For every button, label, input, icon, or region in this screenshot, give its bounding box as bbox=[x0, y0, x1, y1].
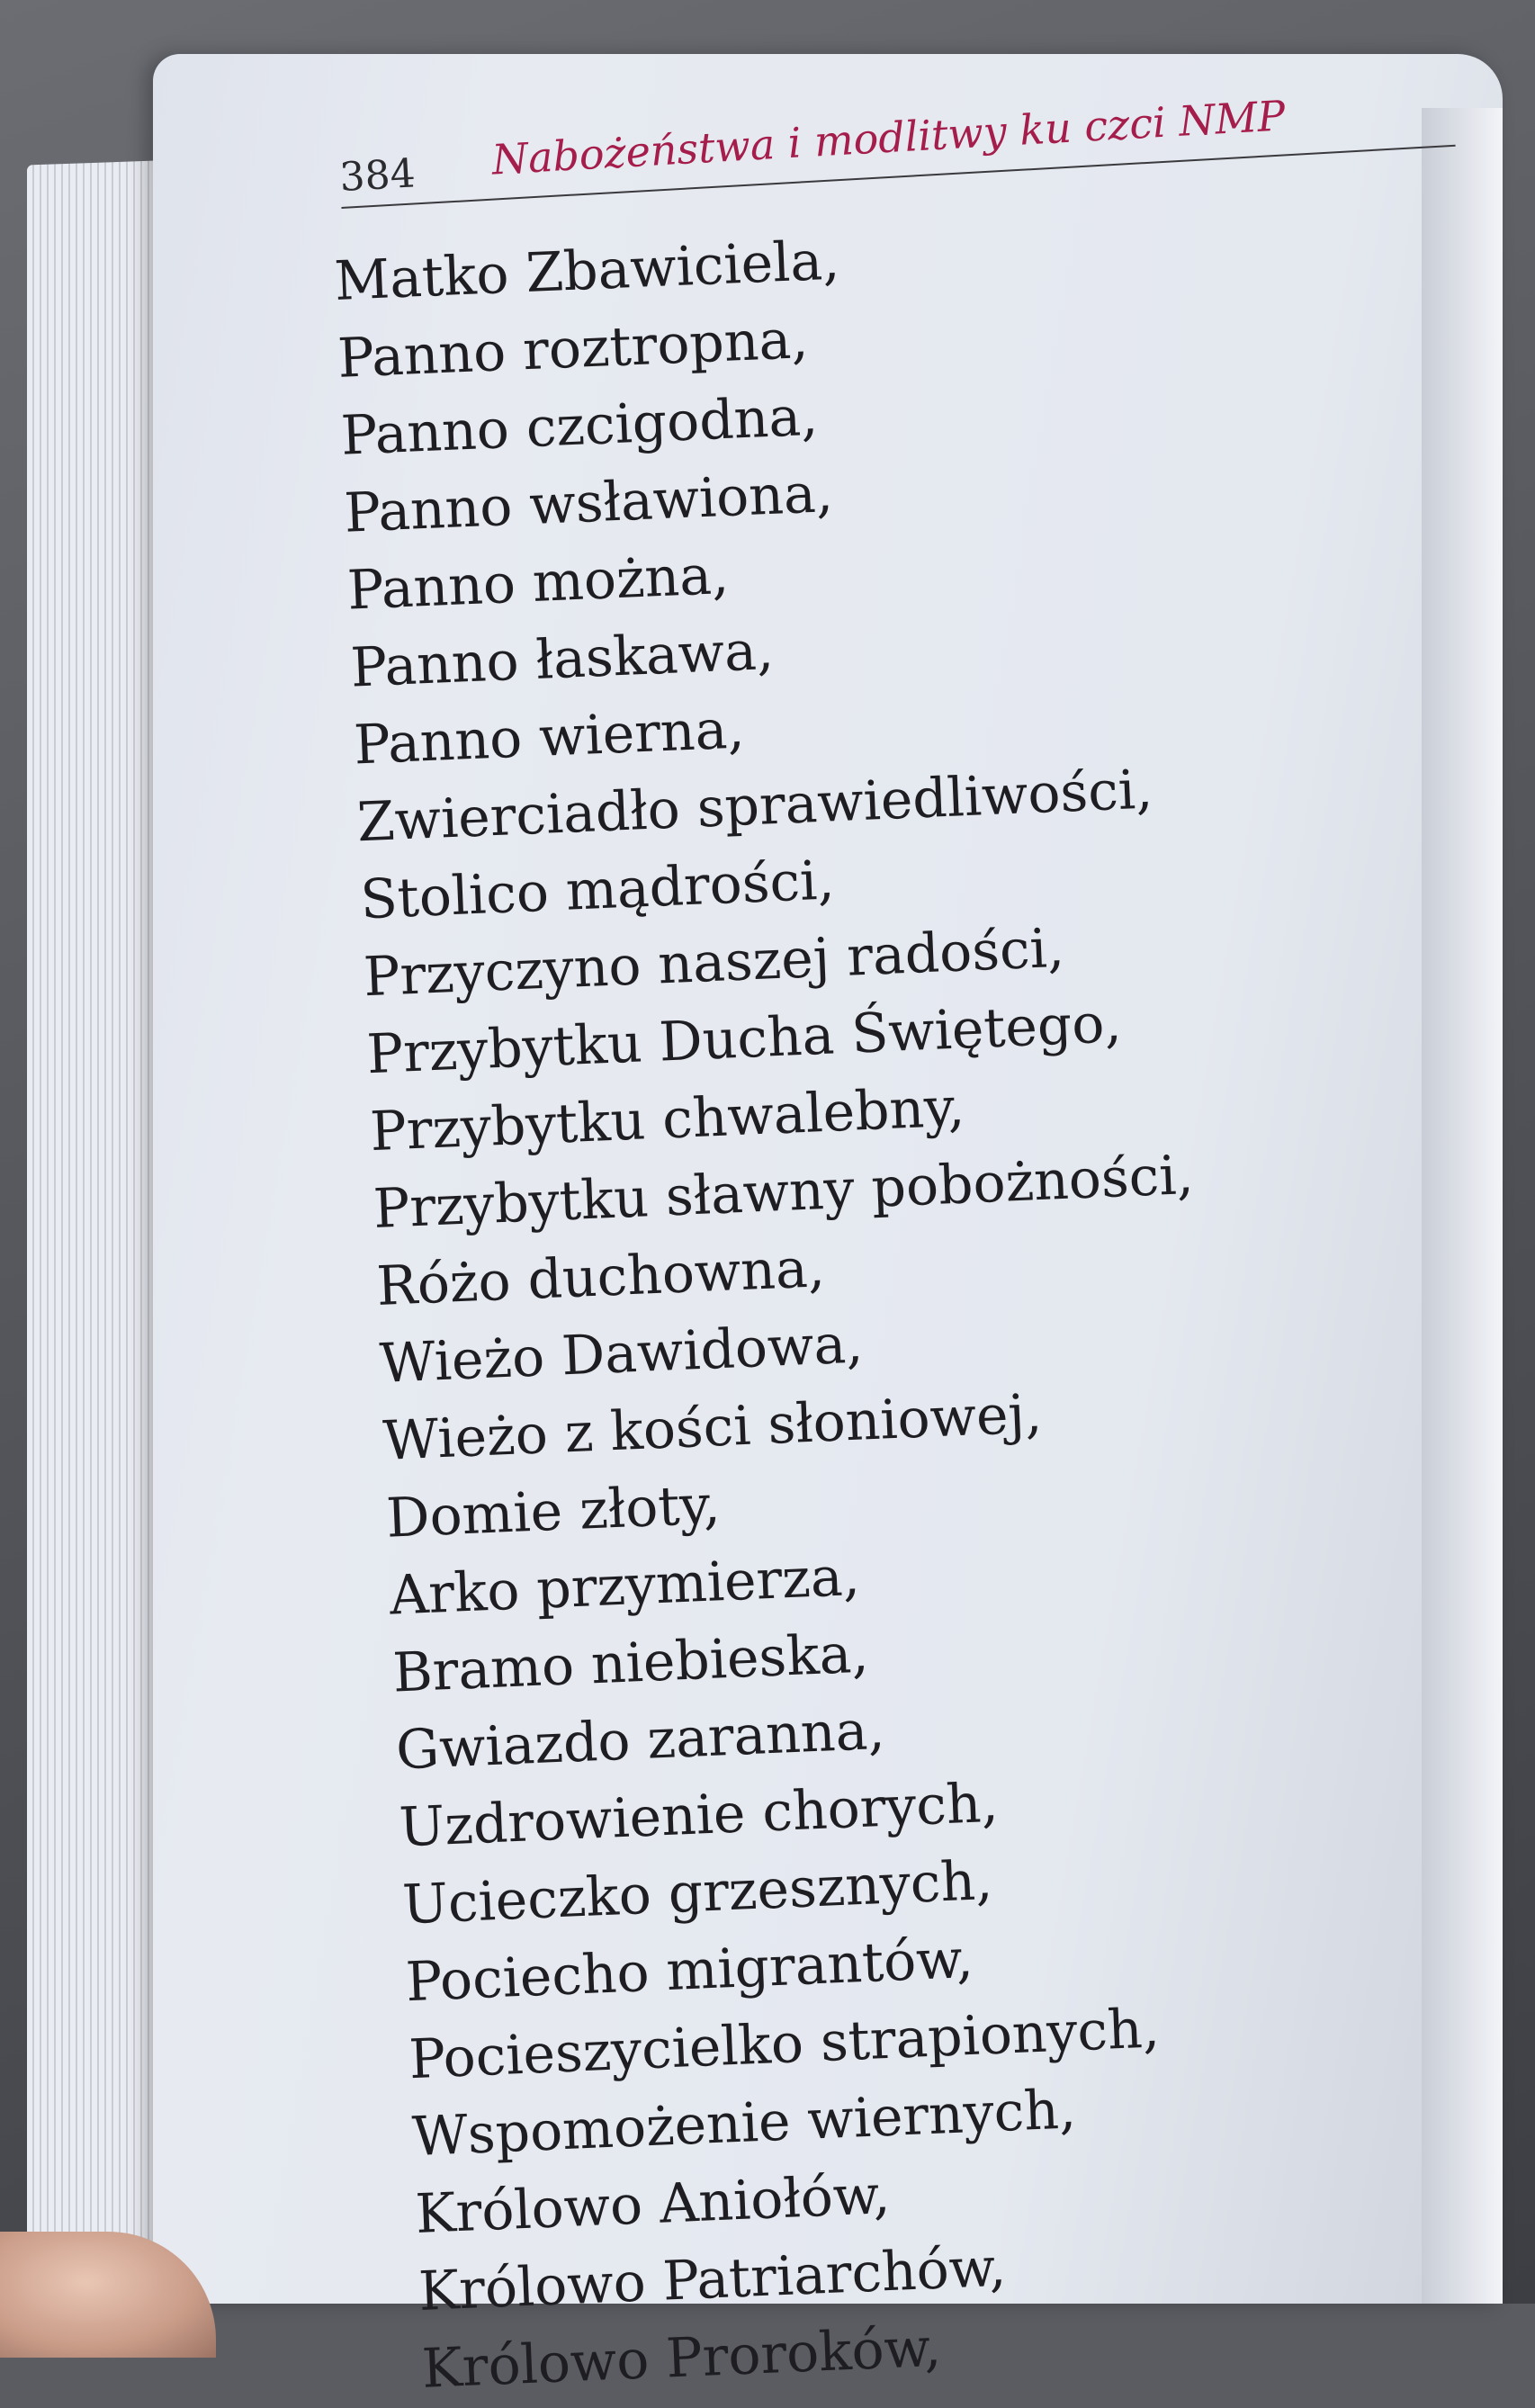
litany-line: Arko przymierza, bbox=[388, 1544, 861, 1628]
litany-line: Matko Zbawiciela, bbox=[333, 229, 841, 313]
litany-text bbox=[333, 202, 1413, 2408]
litany-line: Przybytku sławny pobożności, bbox=[372, 1143, 1195, 1242]
litany-line: Panno łaskawa, bbox=[349, 618, 776, 700]
litany-line: Panno czcigodna, bbox=[339, 384, 820, 468]
litany-line: Panno wsławiona, bbox=[343, 462, 835, 545]
open-book bbox=[0, 36, 1535, 2401]
litany-line: Wieżo z kości słoniowej, bbox=[382, 1382, 1044, 1473]
litany-line: Przybytku chwalebny, bbox=[368, 1075, 966, 1164]
facing-page-edge bbox=[1422, 108, 1503, 2304]
litany-line: Przyczyno naszej radości, bbox=[362, 916, 1066, 1010]
litany-line: Domie złoty, bbox=[384, 1473, 722, 1550]
page-number: 384 bbox=[338, 150, 417, 202]
litany-line: Stolico mądrości, bbox=[359, 849, 836, 932]
litany-line: Zwierciadło sprawiedliwości, bbox=[355, 758, 1154, 855]
litany-line: Panno wierna, bbox=[352, 697, 746, 777]
litany-line: Pocieszycielko strapionych, bbox=[408, 1997, 1162, 2092]
litany-line: Panno można, bbox=[346, 543, 731, 623]
litany-line: Uzdrowienie chorych, bbox=[398, 1771, 1000, 1860]
page-header bbox=[337, 73, 1456, 216]
litany-line: Gwiazdo zaranna, bbox=[394, 1698, 886, 1783]
litany-line: Różo duchowna, bbox=[375, 1236, 827, 1318]
litany-line: Królowo Aniołów, bbox=[414, 2163, 892, 2247]
litany-line: Pociecho migrantów, bbox=[404, 1927, 974, 2015]
litany-line: Panno roztropna, bbox=[336, 308, 810, 391]
litany-line: Wspomożenie wiernych, bbox=[410, 2078, 1078, 2170]
litany-line: Ucieczko grzesznych, bbox=[400, 1848, 994, 1937]
running-title: Nabożeństwa i modlitwy ku czci NMP bbox=[490, 91, 1287, 184]
litany-line: Bramo niebieska, bbox=[391, 1622, 870, 1705]
litany-line: Przybytku Ducha Świętego, bbox=[365, 992, 1123, 1087]
litany-line: Królowo Patriarchów, bbox=[417, 2235, 1008, 2323]
litany-line: Wieżo Dawidowa, bbox=[378, 1312, 865, 1396]
litany-line: Królowo Proroków, bbox=[420, 2315, 943, 2401]
book-page bbox=[153, 54, 1503, 2401]
